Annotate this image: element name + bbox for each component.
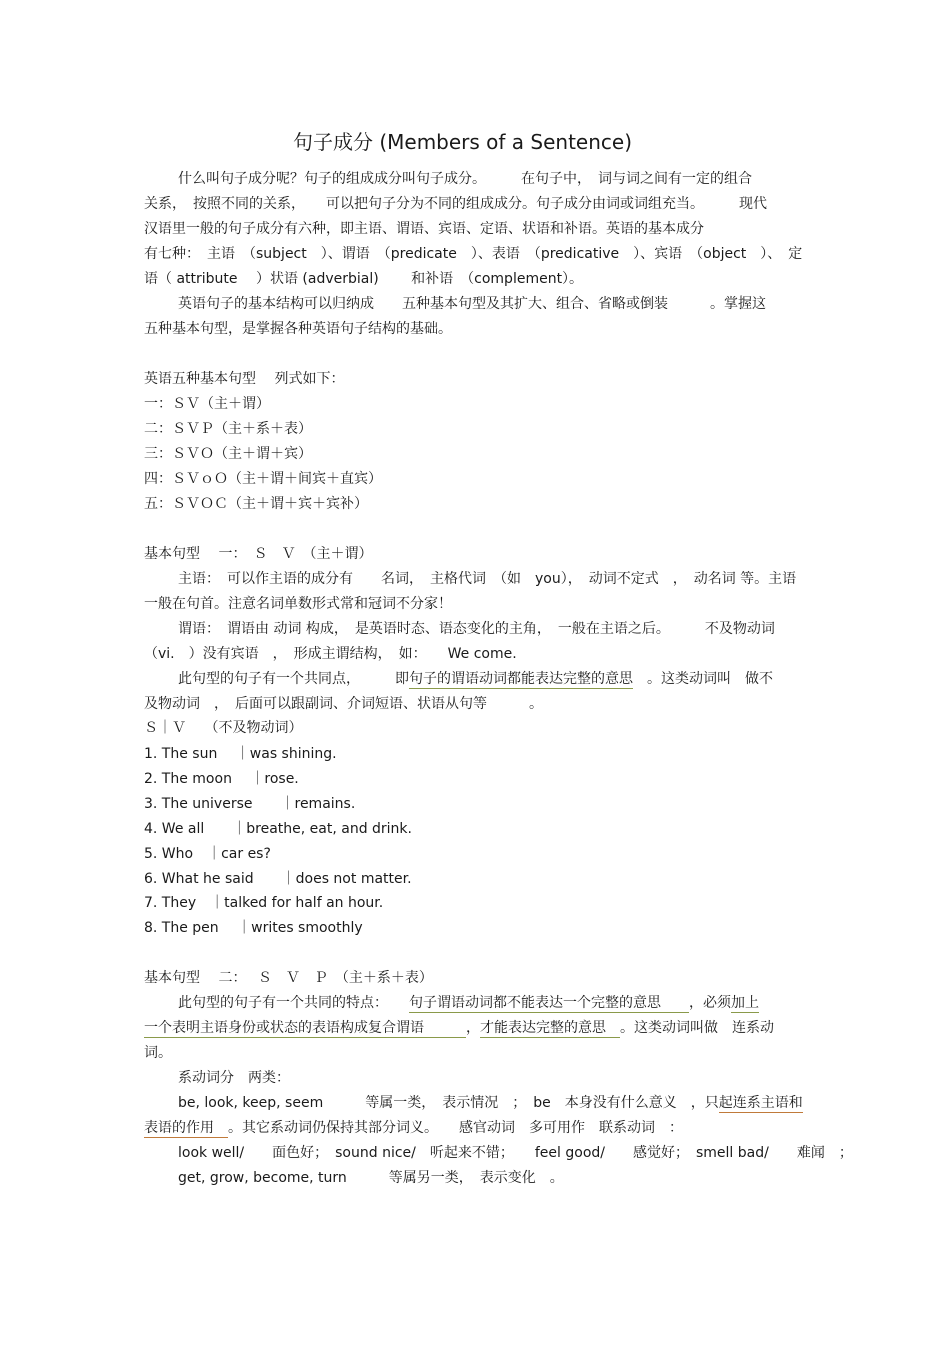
feature-text: 。这类动词叫 做不 [647, 671, 773, 687]
pattern-item: 二：ＳＶＰ（主＋系＋表） [144, 421, 312, 437]
underlined-phrase: 才能表达完整的意思 [480, 1020, 620, 1036]
intro-line: 汉语里一般的句子成分有六种，即主语、谓语、宾语、定语、状语和补语。英语的基本成分 [144, 221, 704, 237]
feature-line: 词。 [144, 1045, 172, 1061]
intro-line: 有七种： 主语 （subject ）、谓语 （predicate ）、表语 （predicative ）、宾语 （object ）、 定 [144, 246, 803, 262]
intro-line: 什么叫句子成分呢？句子的组成成分叫句子成分。 在句子中， 词与词之间有一定的组合 [178, 171, 752, 187]
be-text: be, look, keep, seem 等属一类， 表示情况 ； be 本身没有什么意义 ，只 [178, 1095, 719, 1111]
underlined-phrase: 表语的作用 [144, 1120, 228, 1136]
document-title: 句子成分 (Members of a Sentence) [292, 130, 633, 154]
feature-text: 此句型的句子有一个共同的特点： [178, 995, 409, 1011]
feature-text: ， [466, 1020, 480, 1036]
intro-line: 关系， 按照不同的关系， 可以把句子分为不同的组成成分。句子成分由词或词组充当。 现代 [144, 196, 767, 212]
section-heading: 基本句型 二： Ｓ Ｖ Ｐ （主＋系＋表） [144, 970, 433, 986]
pattern-item: 四：ＳＶｏＯ（主＋谓＋间宾＋直宾） [144, 471, 382, 487]
example-sentence: 4. We all ｜breathe, eat, and drink. [144, 821, 412, 837]
sv-label: Ｓ｜Ｖ （不及物动词） [144, 720, 303, 736]
example-sentence: 2. The moon ｜rose. [144, 771, 299, 787]
pattern-item: 三：ＳＶＯ（主＋谓＋宾） [144, 446, 312, 462]
underlined-phrase: 一个表明主语身份或状态的表语构成复合谓语 [144, 1020, 466, 1036]
underlined-phrase: 句子谓语动词都不能表达一个完整的意思 [409, 995, 689, 1011]
patterns-heading: 英语五种基本句型 列式如下： [144, 371, 345, 387]
senses-line: look well/ 面色好； sound nice/ 听起来不错； feel good/ 感觉好； smell bad/ 难闻 ； [178, 1145, 853, 1161]
types-line: 系动词分 两类： [178, 1070, 290, 1086]
feature-text: ，必须 [689, 995, 731, 1011]
feature-line: 及物动词 ， 后面可以跟副词、介词短语、状语从句等 。 [144, 696, 543, 712]
be-text: 。其它系动词仍保持其部分词义。 感官动词 多可用作 联系动词 ： [228, 1120, 683, 1136]
get-line: get, grow, become, turn 等属另一类， 表示变化 。 [178, 1170, 564, 1186]
be-line [178, 1094, 806, 1112]
example-sentence: 5. Who ｜car es? [144, 846, 271, 862]
feature-line [144, 1019, 806, 1037]
intro-line: 英语句子的基本结构可以归纳成 五种基本句型及其扩大、组合、省略或倒装 。掌握这 [178, 296, 766, 312]
pattern-item: 一：ＳＶ（主＋谓） [144, 396, 270, 412]
intro-line: 五种基本句型，是掌握各种英语句子结构的基础。 [144, 321, 452, 337]
underlined-phrase: 加上 [731, 995, 759, 1011]
section-heading: 基本句型 一： Ｓ Ｖ （主＋谓） [144, 546, 373, 562]
feature-line [178, 670, 806, 688]
example-sentence: 7. They ｜talked for half an hour. [144, 895, 384, 911]
feature-text: 此句型的句子有一个共同点， 即 [178, 671, 409, 687]
be-line [144, 1119, 806, 1137]
example-sentence: 3. The universe ｜remains. [144, 796, 356, 812]
intro-line: 语（ attribute ）状语 (adverbial) 和补语 （complement）。 [144, 271, 584, 287]
predicate-line: （vi. ）没有宾语 ， 形成主谓结构， 如： We come. [144, 646, 517, 662]
underlined-phrase: 起连系主语和 [718, 1095, 803, 1111]
feature-line [178, 994, 806, 1012]
example-sentence: 1. The sun ｜was shining. [144, 746, 337, 762]
underlined-phrase: 句子的谓语动词都能表达完整的意思 [409, 671, 633, 687]
example-sentence: 6. What he said ｜does not matter. [144, 871, 412, 887]
subject-line: 主语： 可以作主语的成分有 名词， 主格代词 （如 you）， 动词不定式 ， 动名词 等。主语 [178, 571, 797, 587]
subject-line: 一般在句首。注意名词单数形式常和冠词不分家！ [144, 596, 452, 612]
pattern-item: 五：ＳＶＯＣ（主＋谓＋宾＋宾补） [144, 496, 368, 512]
example-sentence: 8. The pen ｜writes smoothly [144, 920, 363, 936]
feature-text: 。这类动词叫做 连系动 [620, 1020, 774, 1036]
predicate-line: 谓语： 谓语由 动词 构成， 是英语时态、语态变化的主角， 一般在主语之后。 不及物动词 [178, 621, 775, 637]
